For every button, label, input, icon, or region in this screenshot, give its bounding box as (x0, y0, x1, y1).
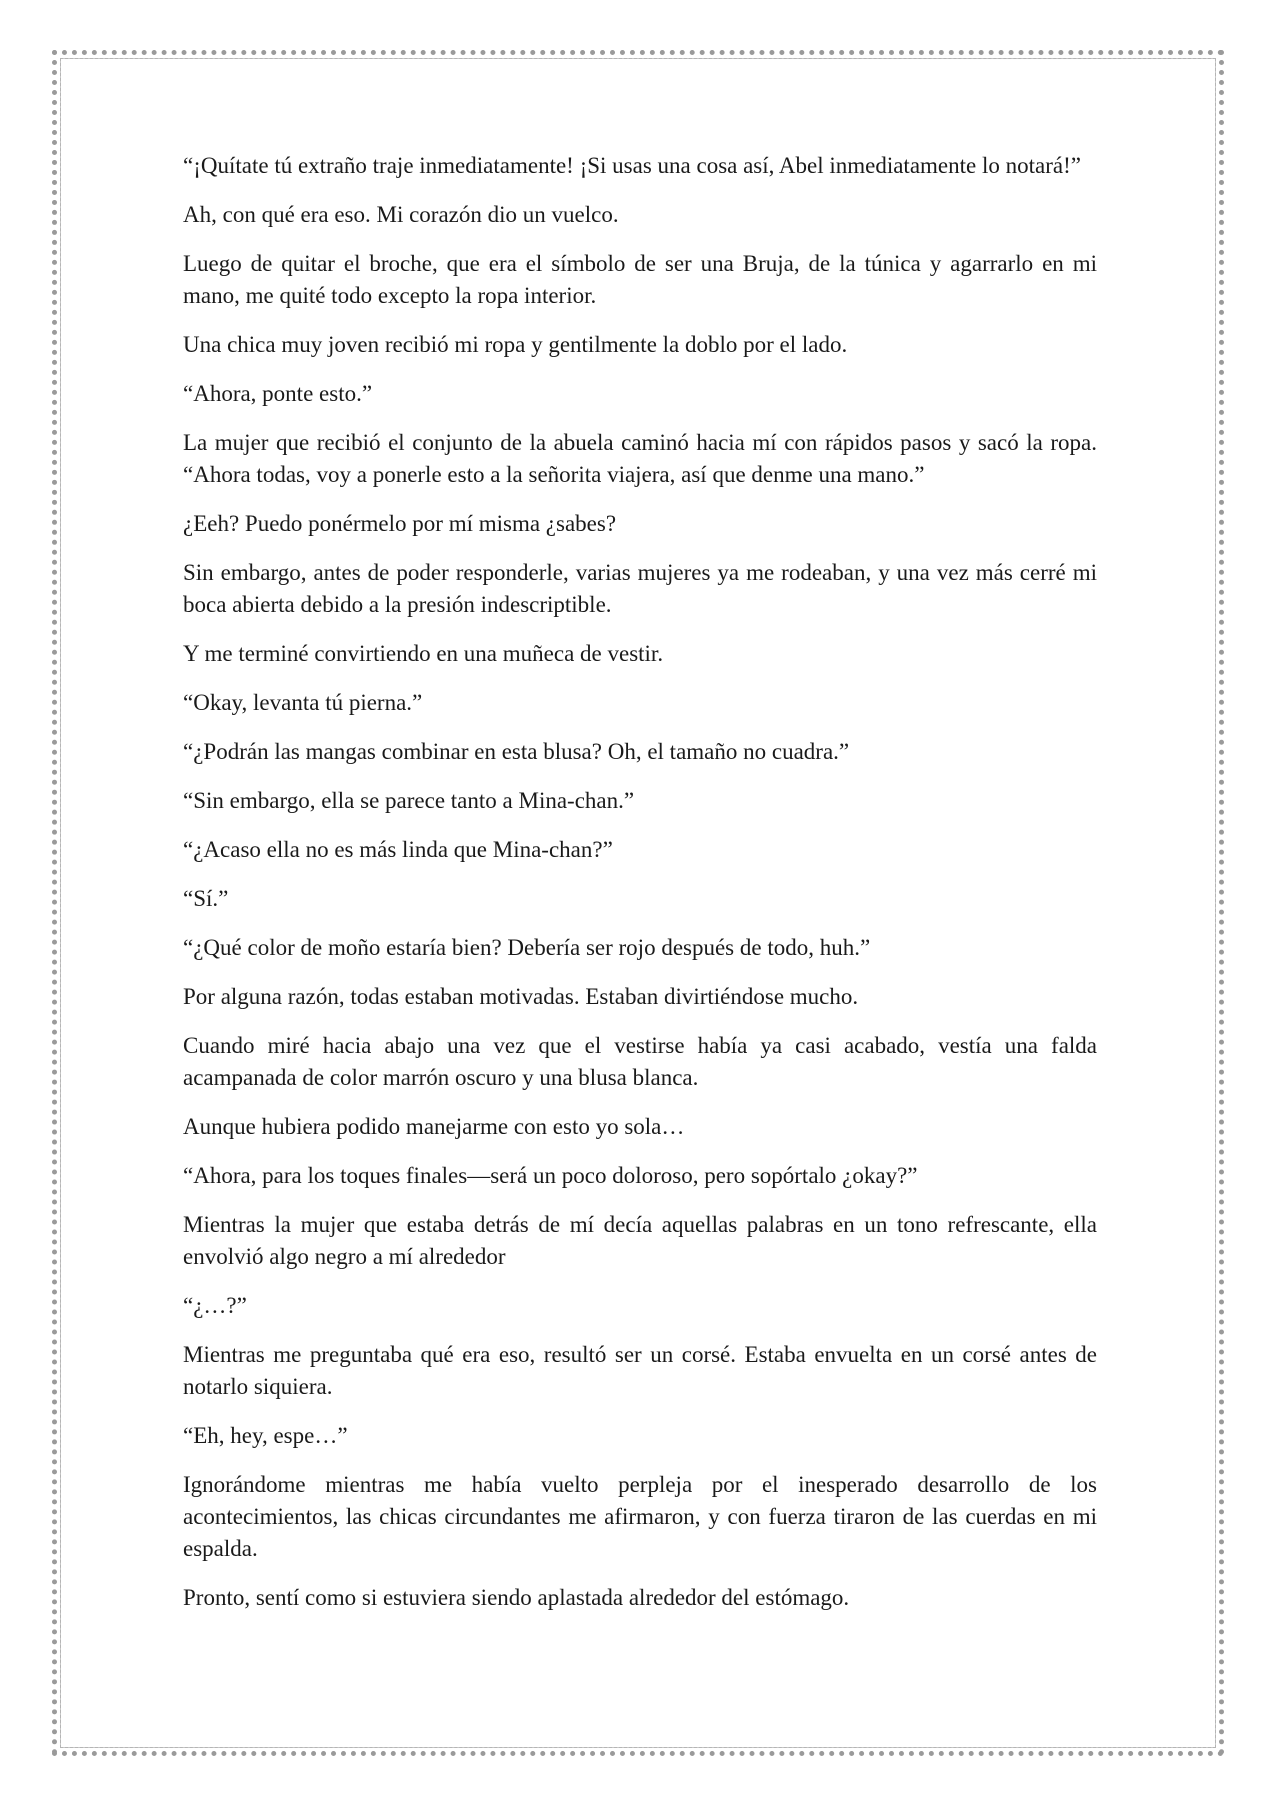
document-body (183, 150, 1097, 1631)
paragraph: Mientras la mujer que estaba detrás de mí decía aquellas palabras en un tono refrescante, ella envolvió algo negro a mí alrededor (183, 1212, 1097, 1269)
paragraph: Luego de quitar el broche, que era el símbolo de ser una Bruja, de la túnica y agarrarlo en mi mano, me quité todo excepto la ropa interior. (183, 251, 1097, 308)
paragraph: Aunque hubiera podido manejarme con esto yo sola… (183, 1114, 685, 1139)
paragraph: Mientras me preguntaba qué era eso, resultó ser un corsé. Estaba envuelta en un corsé antes de notarlo siquiera. (183, 1342, 1097, 1399)
paragraph: “Sin embargo, ella se parece tanto a Mina-chan.” (183, 788, 635, 813)
paragraph: Ah, con qué era eso. Mi corazón dio un vuelco. (183, 202, 619, 227)
paragraph: Cuando miré hacia abajo una vez que el vestirse había ya casi acabado, vestía una falda acampanada de color marrón oscuro y una blusa blanca. (183, 1033, 1097, 1090)
paragraph: ¿Eeh? Puedo ponérmelo por mí misma ¿sabes? (183, 511, 617, 536)
paragraph: Y me terminé convirtiendo en una muñeca de vestir. (183, 641, 664, 666)
paragraph: “Eh, hey, espe…” (183, 1423, 348, 1448)
paragraph: “Okay, levanta tú pierna.” (183, 690, 423, 715)
paragraph: La mujer que recibió el conjunto de la abuela caminó hacia mí con rápidos pasos y sacó la ropa. “Ahora todas, voy a ponerle esto a la señorita viajera, así que denme una mano.” (183, 430, 1097, 487)
paragraph: Pronto, sentí como si estuviera siendo aplastada alrededor del estómago. (183, 1585, 850, 1610)
paragraph: Sin embargo, antes de poder responderle, varias mujeres ya me rodeaban, y una vez más cerré mi boca abierta debido a la presión indescriptible. (183, 560, 1097, 617)
paragraph: “¿Podrán las mangas combinar en esta blusa? Oh, el tamaño no cuadra.” (183, 739, 850, 764)
paragraph: “Ahora, para los toques finales—será un poco doloroso, pero sopórtalo ¿okay?” (183, 1163, 918, 1188)
paragraph: “¿Qué color de moño estaría bien? Debería ser rojo después de todo, huh.” (183, 935, 871, 960)
paragraph: Por alguna razón, todas estaban motivadas. Estaban divirtiéndose mucho. (183, 984, 859, 1009)
paragraph: “¡Quítate tú extraño traje inmediatamente! ¡Si usas una cosa así, Abel inmediatamente lo notará!” (183, 153, 1081, 178)
paragraph: “Ahora, ponte esto.” (183, 381, 373, 406)
paragraph: “¿Acaso ella no es más linda que Mina-chan?” (183, 837, 613, 862)
paragraph: “¿…?” (183, 1293, 247, 1318)
paragraph: “Sí.” (183, 886, 229, 911)
paragraph: Ignorándome mientras me había vuelto perpleja por el inesperado desarrollo de los acontecimientos, las chicas circundantes me afirmaron, y con fuerza tiraron de las cuerdas en mi espalda. (183, 1472, 1097, 1561)
paragraph: Una chica muy joven recibió mi ropa y gentilmente la doblo por el lado. (183, 332, 848, 357)
